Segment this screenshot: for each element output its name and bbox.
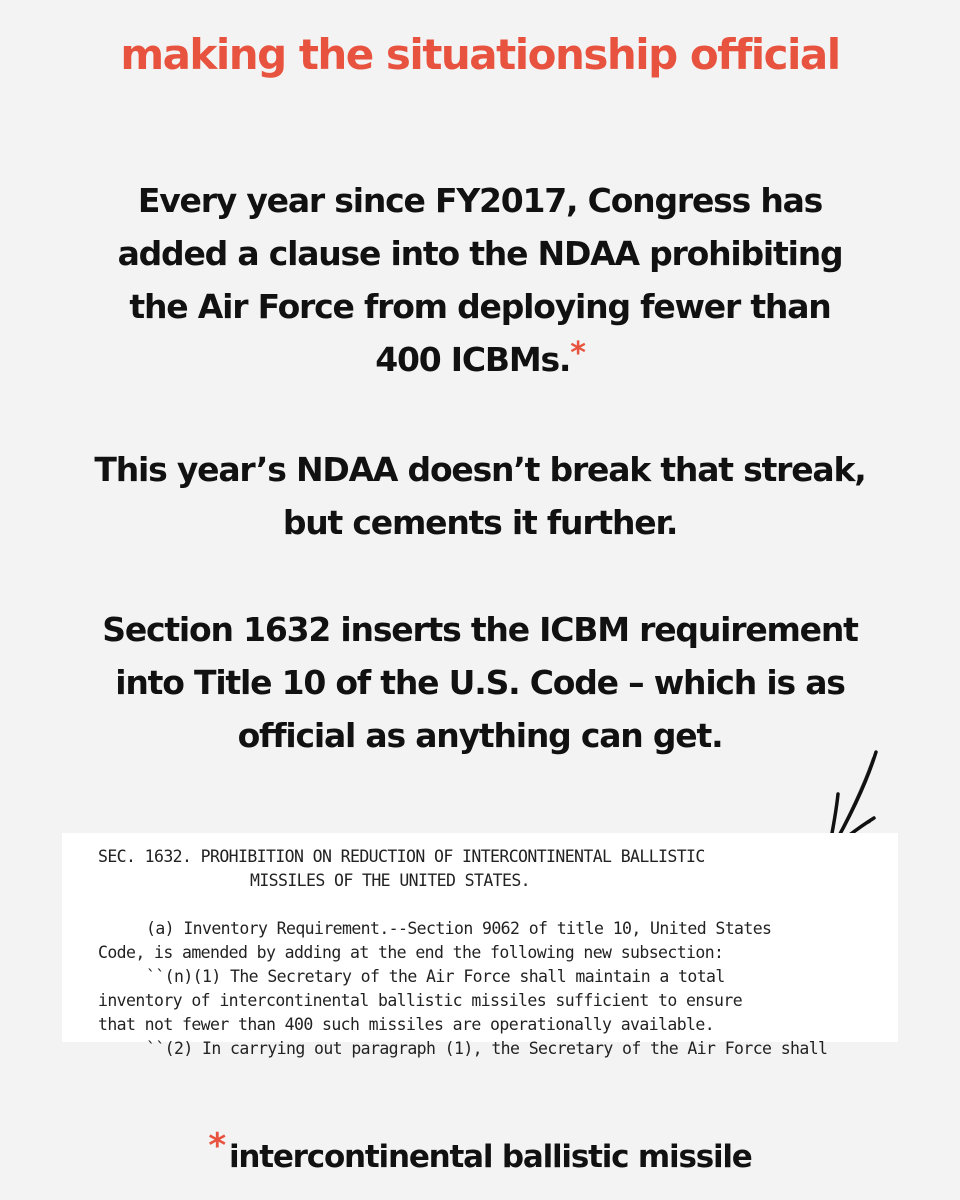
paragraph-line: This year’s NDAA doesn’t break that streak, — [94, 450, 866, 489]
paragraph-streak — [40, 443, 920, 549]
paragraph-line: the Air Force from deploying fewer than — [129, 287, 831, 326]
paragraph-line: but cements it further. — [282, 503, 678, 542]
paragraph-line: into Title 10 of the U.S. Code – which is as — [115, 663, 845, 702]
excerpt-line: Code, is amended by adding at the end the following new subsection: — [98, 943, 724, 962]
footnote — [0, 1126, 960, 1176]
paragraph-line: Every year since FY2017, Congress has — [137, 181, 823, 220]
paragraph-section-1632 — [40, 603, 920, 762]
paragraph-line: Section 1632 inserts the ICBM requirement — [102, 610, 858, 649]
excerpt-line: MISSILES OF THE UNITED STATES. — [250, 871, 531, 890]
excerpt-line: (a) Inventory Requirement.--Section 9062 of title 10, United States — [146, 919, 772, 938]
paragraph-line: added a clause into the NDAA prohibiting — [117, 234, 843, 273]
footnote-text: intercontinental ballistic missile — [228, 1139, 752, 1175]
paragraph-line-last — [40, 333, 920, 386]
excerpt-line: that not fewer than 400 such missiles are operationally available. — [98, 1015, 715, 1034]
page-title: making the situationship official — [120, 30, 840, 79]
icbms-text: 400 ICBMs. — [375, 340, 571, 379]
excerpt-line: ``(n)(1) The Secretary of the Air Force shall maintain a total — [146, 967, 725, 986]
excerpt-line: SEC. 1632. PROHIBITION ON REDUCTION OF INTERCONTINENTAL BALLISTIC — [98, 847, 705, 866]
footnote-asterisk: * — [208, 1126, 225, 1166]
paragraph-icbm-history — [40, 174, 920, 386]
excerpt-line: inventory of intercontinental ballistic missiles sufficient to ensure — [98, 991, 743, 1010]
paragraph-line: official as anything can get. — [237, 716, 723, 755]
footnote-asterisk-marker: * — [570, 336, 585, 371]
excerpt-line-cropped: ``(2) In carrying out paragraph (1), the Secretary of the Air Force shall — [146, 1039, 828, 1058]
legislation-excerpt — [62, 833, 898, 1058]
